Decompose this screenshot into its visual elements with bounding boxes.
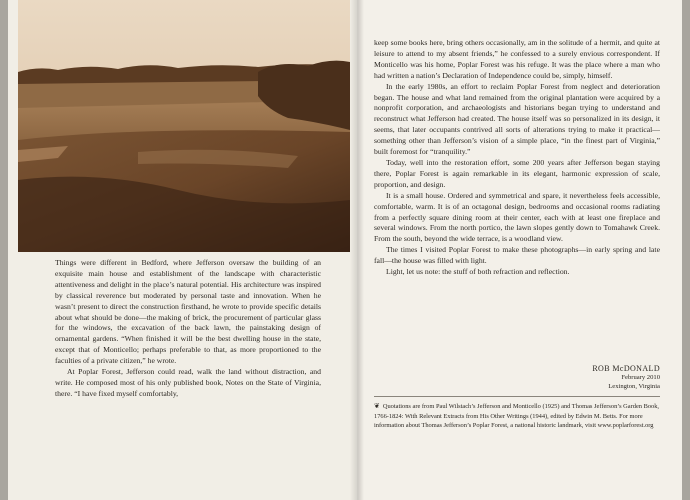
right-page-edge <box>682 0 690 500</box>
footnote-text: Quotations are from Paul Wilstach’s Jefferson and Monticello (1925) and Thomas Jefferson’s Garden Book, 1766-1824: With Relevant Extracts from His Other Writings (1944), edited by Edwin M. Betts. For more information about Thomas Jefferson’s Poplar Forest, a national historic landmark, visit www.poplarforest.org <box>374 403 660 430</box>
right-page-text <box>374 38 660 278</box>
paragraph: Today, well into the restoration effort, some 200 years after Jefferson began staying there, Poplar Forest is again remarkable in its elegant, harmonic expression of scale, proportion, and design. <box>374 157 660 189</box>
paragraph: It is a small house. Ordered and symmetrical and spare, it nevertheless feels accessible, comfortable, warm. It is of an octagonal design, bedrooms and occasional rooms radiating from a perfectly square dining room at their center, each with at least one fireplace and several windows. From the north portico, the lawn slopes gently down to Tomahawk Creek. From the south, beyond the wide terrace, is a woodland view. <box>374 190 660 244</box>
signature-date: February 2010 <box>621 374 660 381</box>
footnote-divider <box>374 396 660 397</box>
left-page-text <box>55 258 321 400</box>
paragraph: The times I visited Poplar Forest to make these photographs—in early spring and late fall—the house was filled with light. <box>374 245 660 266</box>
fleuron-icon: ❦ <box>374 402 380 410</box>
paragraph: Things were different in Bedford, where Jefferson oversaw the building of an exquisite main house and establishment of the landscape with characteristic attentiveness and delight in the place’s natural potential. His architecture was inspired by classical reverence but moderated by personal taste and innovation. When he wasn’t present to direct the construction firsthand, he wrote to provide specific details about what should be done—the making of brick, the procurement of particular glass for the windows, the excavation of the back lawn, the painstaking design of ornamental gardens. “When finished it will be the best dwelling house in the state, except that of Monticello; perhaps preferable to that, as more proportioned to the faculties of a private citizen,” he wrote. <box>55 258 321 366</box>
left-page-edge <box>0 0 8 500</box>
book-gutter <box>350 0 364 500</box>
paragraph: In the early 1980s, an effort to reclaim Poplar Forest from neglect and deterioration began. The house and what land remained from the original plantation were acquired by a nonprofit corporation, and archaeologists and historians began trying to understand and reconstruct what Jefferson had created. The house itself was so personalized in its design, it seems, that later occupants contrived all sorts of alterations trying to make it practical—something other than Jefferson’s vision of a simple place, “in the finest part of Virginia,” built foremost for “tranquility.” <box>374 81 660 157</box>
paragraph: keep some books here, bring others occasionally, am in the solitude of a hermit, and quite at leisure to attend to my absent friends,” he confessed to a surely envious correspondent. If Monticello was his home, Poplar Forest was his refuge. It was the place where a man who had written a nation’s Declaration of Independence could be, simply, himself. <box>374 38 660 80</box>
author-name: ROB McDONALD <box>592 364 660 373</box>
footnote <box>374 402 660 431</box>
author-signature <box>510 364 660 391</box>
paragraph: At Poplar Forest, Jefferson could read, walk the land without distraction, and write. He composed most of his only published book, Notes on the State of Virginia, there. “I have fixed myself comfortably, <box>55 367 321 398</box>
signature-place: Lexington, Virginia <box>608 383 660 390</box>
landscape-photo <box>18 0 350 252</box>
paragraph: Light, let us note: the stuff of both refraction and reflection. <box>386 267 570 277</box>
landscape-photo-icon <box>18 0 350 252</box>
